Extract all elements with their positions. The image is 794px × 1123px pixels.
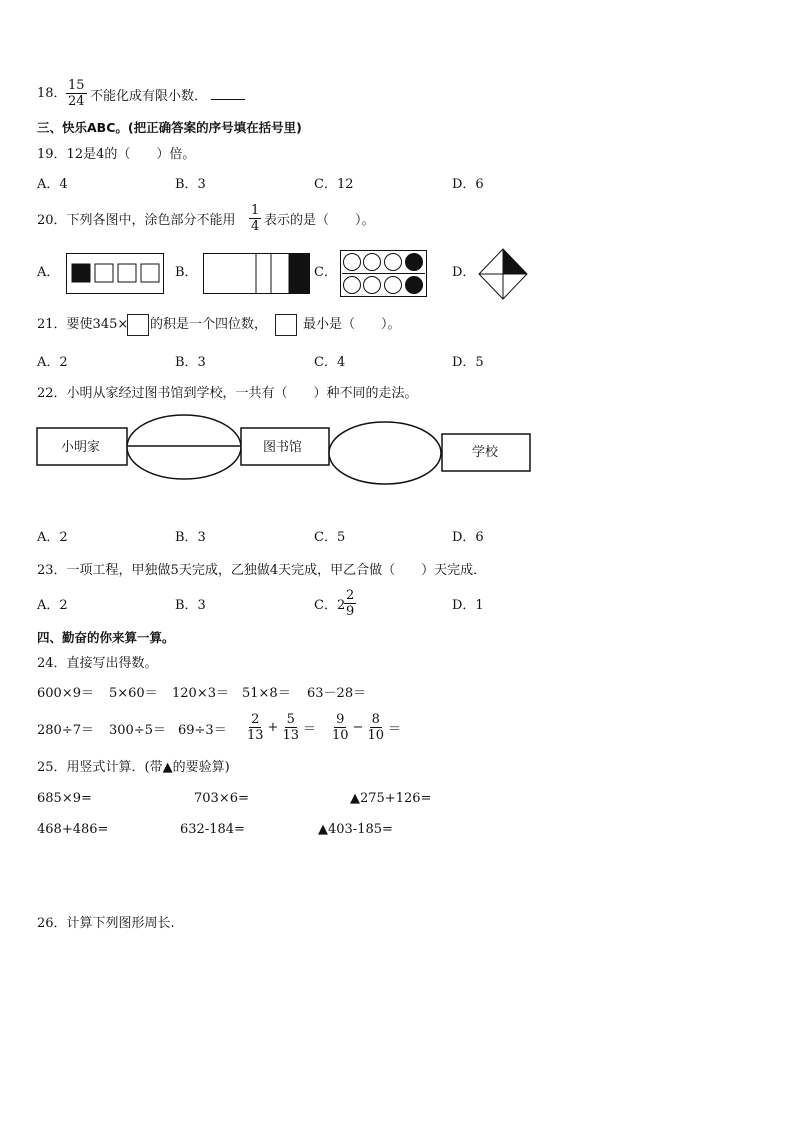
q23-stem: 23．一项工程，甲独做5天完成，乙独做4天完成，甲乙合做（ ）天完成． bbox=[37, 563, 487, 578]
q24-f1-eq: ＝ bbox=[303, 722, 317, 737]
q24-r1-4: 51×8＝ bbox=[242, 686, 291, 701]
q19-option-c[interactable]: C．12 bbox=[314, 177, 354, 192]
q20-frac-den: 4 bbox=[251, 219, 260, 234]
q19-stem: 19．12是4的（ ）倍。 bbox=[37, 147, 196, 162]
q24-f1-n2: 5 bbox=[286, 712, 295, 727]
q26-stem: 26．计算下列图形周长. bbox=[37, 916, 175, 931]
q23-c-den: 9 bbox=[346, 604, 355, 619]
q23-c-whole: 2 bbox=[336, 598, 346, 613]
q24-r2-1: 280÷7＝ bbox=[37, 723, 94, 738]
q22-stem: 22．小明从家经过图书馆到学校，一共有（ ）种不同的走法。 bbox=[37, 386, 418, 401]
q21-stem-a: 21．要使345× bbox=[37, 317, 129, 332]
q18-frac-den: 24 bbox=[68, 94, 85, 109]
q24-f2-d2: 10 bbox=[367, 728, 384, 743]
q23-option-a[interactable]: A．2 bbox=[37, 598, 68, 613]
q18-fraction bbox=[64, 78, 89, 109]
q24-f2-n2: 8 bbox=[371, 712, 380, 727]
q20-figure-b bbox=[203, 253, 311, 295]
q22-place-school: 学校 bbox=[472, 445, 499, 460]
q25-r2-1: 468+486= bbox=[37, 822, 109, 837]
q24-r1-2: 5×60＝ bbox=[109, 686, 158, 701]
q21-option-a[interactable]: A．2 bbox=[37, 355, 68, 370]
q19-option-d[interactable]: D．6 bbox=[452, 177, 484, 192]
q25-r1-3: ▲275+126= bbox=[350, 791, 432, 806]
q20-frac-num: 1 bbox=[251, 203, 260, 218]
q25-stem: 25．用竖式计算．(带▲的要验算) bbox=[37, 760, 230, 775]
q24-r1-1: 600×9＝ bbox=[37, 686, 94, 701]
q23-option-b[interactable]: B．3 bbox=[175, 598, 206, 613]
q24-r1-3: 120×3＝ bbox=[172, 686, 229, 701]
q22-option-c[interactable]: C．5 bbox=[314, 530, 346, 545]
q24-r2-3: 69÷3＝ bbox=[178, 723, 227, 738]
section4-heading: 四、勤奋的你来算一算。 bbox=[37, 630, 175, 645]
q22-option-b[interactable]: B．3 bbox=[175, 530, 206, 545]
q25-r2-3: ▲403-185= bbox=[318, 822, 393, 837]
q24-stem: 24．直接写出得数。 bbox=[37, 656, 158, 671]
q24-f2-n1: 9 bbox=[336, 712, 345, 727]
q20-figure-d bbox=[478, 248, 528, 300]
section3-heading: 三、快乐ABC。(把正确答案的序号填在括号里) bbox=[37, 120, 302, 135]
q20-figure-a bbox=[66, 253, 164, 295]
q20-stem-b: 表示的是（ ）。 bbox=[264, 213, 375, 228]
q21-option-c[interactable]: C．4 bbox=[314, 355, 346, 370]
q21-option-b[interactable]: B．3 bbox=[175, 355, 206, 370]
q20-label-d[interactable]: D． bbox=[452, 265, 476, 280]
q20-label-a[interactable]: A． bbox=[37, 265, 60, 280]
q20-fraction bbox=[247, 203, 263, 234]
q21-box2[interactable] bbox=[275, 314, 297, 336]
q22-place-home: 小明家 bbox=[61, 440, 101, 455]
q23-c-num: 2 bbox=[346, 588, 355, 603]
q19-option-b[interactable]: B．3 bbox=[175, 177, 206, 192]
q23-option-c-label: C． bbox=[314, 598, 337, 613]
q21-stem-c: 最小是（ ）。 bbox=[303, 317, 401, 332]
q25-r2-2: 632-184= bbox=[180, 822, 245, 837]
q20-figure-c bbox=[340, 250, 428, 298]
q22-place-library: 图书馆 bbox=[263, 440, 303, 455]
q18-answer-blank[interactable] bbox=[211, 88, 245, 100]
q24-f1-op: + bbox=[267, 720, 279, 735]
q24-r1-5: 63－28＝ bbox=[307, 686, 367, 701]
q23-option-c[interactable] bbox=[314, 598, 345, 614]
q24-f2-op: − bbox=[352, 720, 364, 735]
q23-c-fraction bbox=[342, 588, 358, 619]
q18-line bbox=[37, 86, 67, 102]
q24-f2-d1: 10 bbox=[332, 728, 349, 743]
q21-stem-b: 的积是一个四位数， bbox=[150, 317, 268, 332]
q22-option-a[interactable]: A．2 bbox=[37, 530, 68, 545]
q25-r1-2: 703×6= bbox=[194, 791, 249, 806]
q22-option-d[interactable]: D．6 bbox=[452, 530, 484, 545]
q24-r2-2: 300÷5＝ bbox=[109, 723, 166, 738]
q23-option-d[interactable]: D．1 bbox=[452, 598, 484, 613]
q18-text: 不能化成有限小数． bbox=[90, 89, 208, 104]
q19-option-a[interactable]: A．4 bbox=[37, 177, 68, 192]
q20-stem-a: 20．下列各图中，涂色部分不能用 bbox=[37, 213, 236, 228]
q24-f2-eq: ＝ bbox=[388, 722, 402, 737]
q21-option-d[interactable]: D．5 bbox=[452, 355, 484, 370]
q24-f1-d1: 13 bbox=[247, 728, 264, 743]
q24-fraction-expr-2 bbox=[328, 712, 401, 743]
q20-label-b[interactable]: B． bbox=[175, 265, 198, 280]
q18-frac-num: 15 bbox=[68, 78, 85, 93]
q20-label-c[interactable]: C． bbox=[314, 265, 337, 280]
q24-f1-n1: 2 bbox=[251, 712, 260, 727]
q24-fraction-expr-1 bbox=[243, 712, 316, 743]
q21-box1[interactable] bbox=[127, 314, 149, 336]
q18-number: 18． bbox=[37, 86, 67, 101]
q18-text-line bbox=[90, 88, 245, 105]
q24-f1-d2: 13 bbox=[282, 728, 299, 743]
q25-r1-1: 685×9= bbox=[37, 791, 92, 806]
